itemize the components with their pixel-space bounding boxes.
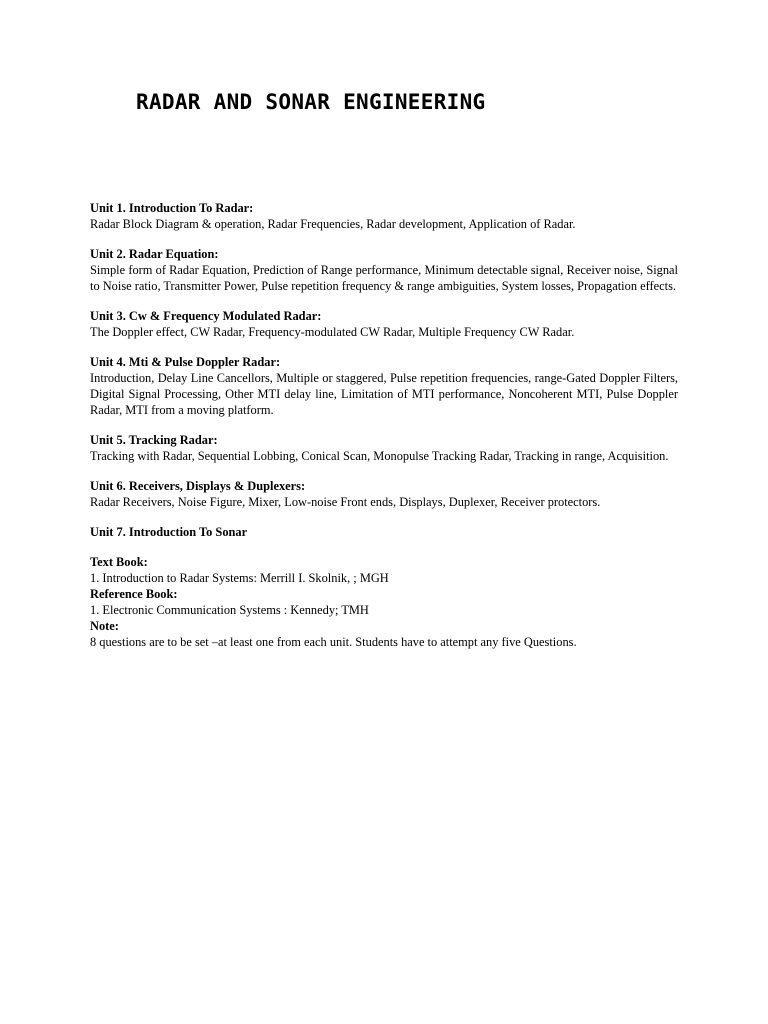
unit-7 — [90, 524, 678, 540]
document-title: RADAR AND SONAR ENGINEERING — [136, 90, 486, 114]
note-heading: Note: — [90, 619, 119, 633]
reference-book-heading: Reference Book: — [90, 587, 178, 601]
text-book-item: 1. Introduction to Radar Systems: Merrill I. Skolnik, ; MGH — [90, 571, 389, 585]
unit-1 — [90, 200, 678, 232]
note-text: 8 questions are to be set –at least one from each unit. Students have to attempt any five Questions. — [90, 635, 577, 649]
unit-heading: Unit 4. Mti & Pulse Doppler Radar: — [90, 355, 281, 369]
unit-heading: Unit 1. Introduction To Radar: — [90, 201, 254, 215]
unit-6 — [90, 478, 678, 510]
unit-topics: The Doppler effect, CW Radar, Frequency-modulated CW Radar, Multiple Frequency CW Radar. — [90, 325, 575, 339]
unit-heading: Unit 7. Introduction To Sonar — [90, 525, 248, 539]
unit-topics: Introduction, Delay Line Cancellors, Multiple or staggered, Pulse repetition frequencies, range-Gated Doppler Filters, Digital Signal Processing, Other MTI delay line, Limitation of MTI performance, Noncoherent MTI, Pulse Doppler Radar, MTI from a moving platform. — [90, 371, 678, 417]
unit-heading: Unit 2. Radar Equation: — [90, 247, 219, 261]
unit-topics: Simple form of Radar Equation, Prediction of Range performance, Minimum detectable signal, Receiver noise, Signal to Noise ratio, Transmitter Power, Pulse repetition frequency & range ambiguities, System losses, Propagation effects. — [90, 263, 678, 293]
books-section — [90, 554, 678, 650]
unit-3 — [90, 308, 678, 340]
unit-heading: Unit 6. Receivers, Displays & Duplexers: — [90, 479, 306, 493]
unit-topics: Radar Block Diagram & operation, Radar Frequencies, Radar development, Application of Radar. — [90, 217, 576, 231]
unit-topics: Radar Receivers, Noise Figure, Mixer, Low-noise Front ends, Displays, Duplexer, Receiver protectors. — [90, 495, 601, 509]
reference-book-item: 1. Electronic Communication Systems : Kennedy; TMH — [90, 603, 369, 617]
unit-4 — [90, 354, 678, 418]
syllabus-content — [90, 200, 678, 650]
unit-heading: Unit 5. Tracking Radar: — [90, 433, 218, 447]
unit-5 — [90, 432, 678, 464]
unit-topics: Tracking with Radar, Sequential Lobbing, Conical Scan, Monopulse Tracking Radar, Tracking in range, Acquisition. — [90, 449, 669, 463]
unit-2 — [90, 246, 678, 294]
text-book-heading: Text Book: — [90, 555, 148, 569]
unit-heading: Unit 3. Cw & Frequency Modulated Radar: — [90, 309, 322, 323]
